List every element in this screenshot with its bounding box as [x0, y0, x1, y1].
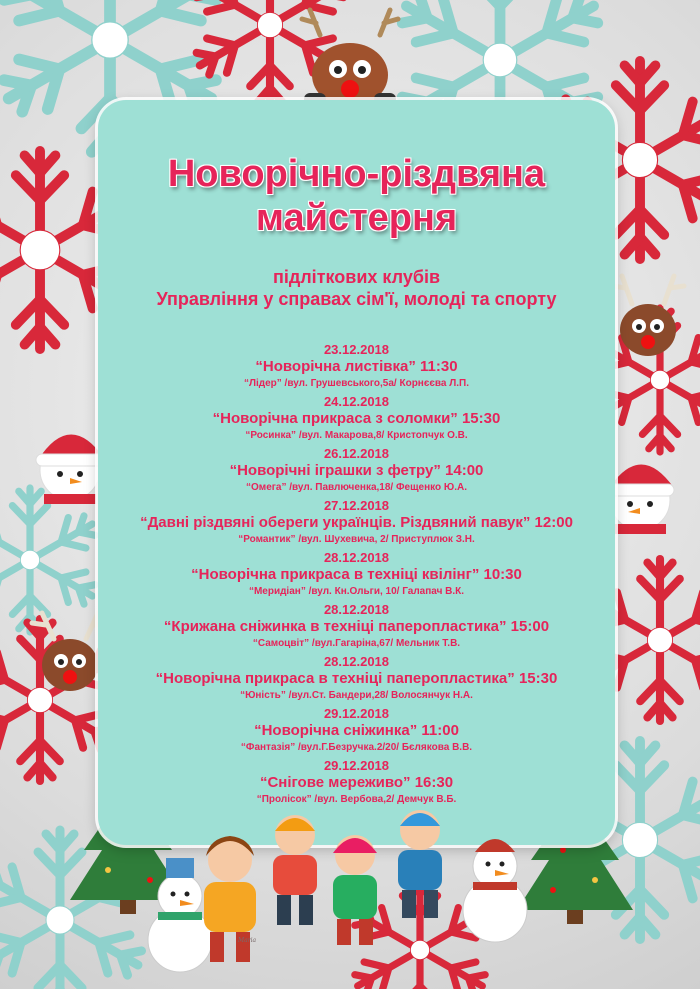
event-date: 24.12.2018 — [323, 394, 390, 409]
snowman-icon — [463, 839, 527, 942]
event-title: “Новорічні іграшки з фетру” 14:00 — [229, 462, 484, 479]
event-title: “Новорічна прикраса в техніці квілінг” 10:30 — [191, 566, 522, 583]
event-title: “Новорічна прикраса в техніці паперопластика” 15:30 — [155, 670, 558, 687]
schedule-list — [98, 342, 615, 810]
subtitle-line-1: підліткових клубів — [272, 267, 441, 287]
event-item — [98, 394, 615, 446]
event-date: 29.12.2018 — [323, 706, 390, 721]
event-title: “Новорічна листівка” 11:30 — [255, 358, 458, 375]
event-title: “Крижана сніжинка в техніці паперопластика” 15:00 — [163, 618, 550, 635]
event-title: “Новорічна сніжинка” 11:00 — [254, 722, 459, 739]
boy-child-icon — [273, 815, 317, 925]
event-item — [98, 550, 615, 602]
event-place: “Пролісок” /вул. Вербова,2/ Демчук В.Б. — [256, 794, 457, 805]
santa-hat-snowman-icon — [36, 434, 104, 504]
reindeer-icon — [302, 10, 398, 107]
event-place: “Омега” /вул. Павлюченка,18/ Фещенко Ю.А. — [246, 482, 467, 493]
event-item — [98, 342, 615, 394]
event-date: 28.12.2018 — [323, 550, 390, 565]
event-item — [98, 446, 615, 498]
event-place: “Меридіан” /вул. Кн.Ольги, 10/ Галапач В.К. — [248, 586, 465, 597]
event-place: “Юність” /вул.Ст. Бандери,28/ Волосянчук Н.А. — [240, 690, 473, 701]
event-date: 23.12.2018 — [323, 342, 390, 357]
event-item — [98, 706, 615, 758]
boy-child-icon — [398, 810, 442, 918]
event-date: 27.12.2018 — [323, 498, 390, 513]
artist-signature: Maria — [238, 937, 257, 944]
event-item — [98, 602, 615, 654]
event-title: “Давні різдвяні обереги українців. Різдвяний павук” 12:00 — [140, 514, 573, 531]
event-place: “Росинка” /вул. Макарова,8/ Кристопчук О.В. — [245, 430, 468, 441]
event-item — [98, 654, 615, 706]
event-item — [98, 498, 615, 550]
event-place: “Самоцвіт” /вул.Гагаріна,67/ Мельник Т.В. — [252, 638, 461, 649]
event-place: “Фантазія” /вул.Г.Безручка.2/20/ Бєлякова В.В. — [240, 742, 473, 753]
kids-illustration — [100, 760, 700, 989]
title-line-1: Новорічно-різдвяна — [167, 153, 546, 195]
event-date: 29.12.2018 — [323, 758, 390, 773]
snowman-icon — [148, 858, 212, 972]
event-place: “Лідер” /вул. Грушевського,5а/ Корнєєва Л.П. — [243, 378, 470, 389]
event-date: 28.12.2018 — [323, 602, 390, 617]
page-title — [98, 152, 615, 240]
subtitle-line-2: Управління у справах сім'ї, молоді та спорту — [156, 289, 557, 309]
santa-hat-snowman-icon — [606, 464, 674, 534]
event-date: 26.12.2018 — [323, 446, 390, 461]
event-date: 28.12.2018 — [323, 654, 390, 669]
girl-child-icon — [333, 835, 377, 945]
event-title: “Снігове мереживо” 16:30 — [259, 774, 454, 791]
event-place: “Романтик” /вул. Шухевича, 2/ Приступлюк З.Н. — [238, 534, 475, 545]
title-line-2: майстерня — [255, 197, 458, 239]
event-title: “Новорічна прикраса з соломки” 15:30 — [212, 410, 501, 427]
subtitle — [98, 266, 615, 310]
snowflake-icon — [0, 488, 101, 632]
